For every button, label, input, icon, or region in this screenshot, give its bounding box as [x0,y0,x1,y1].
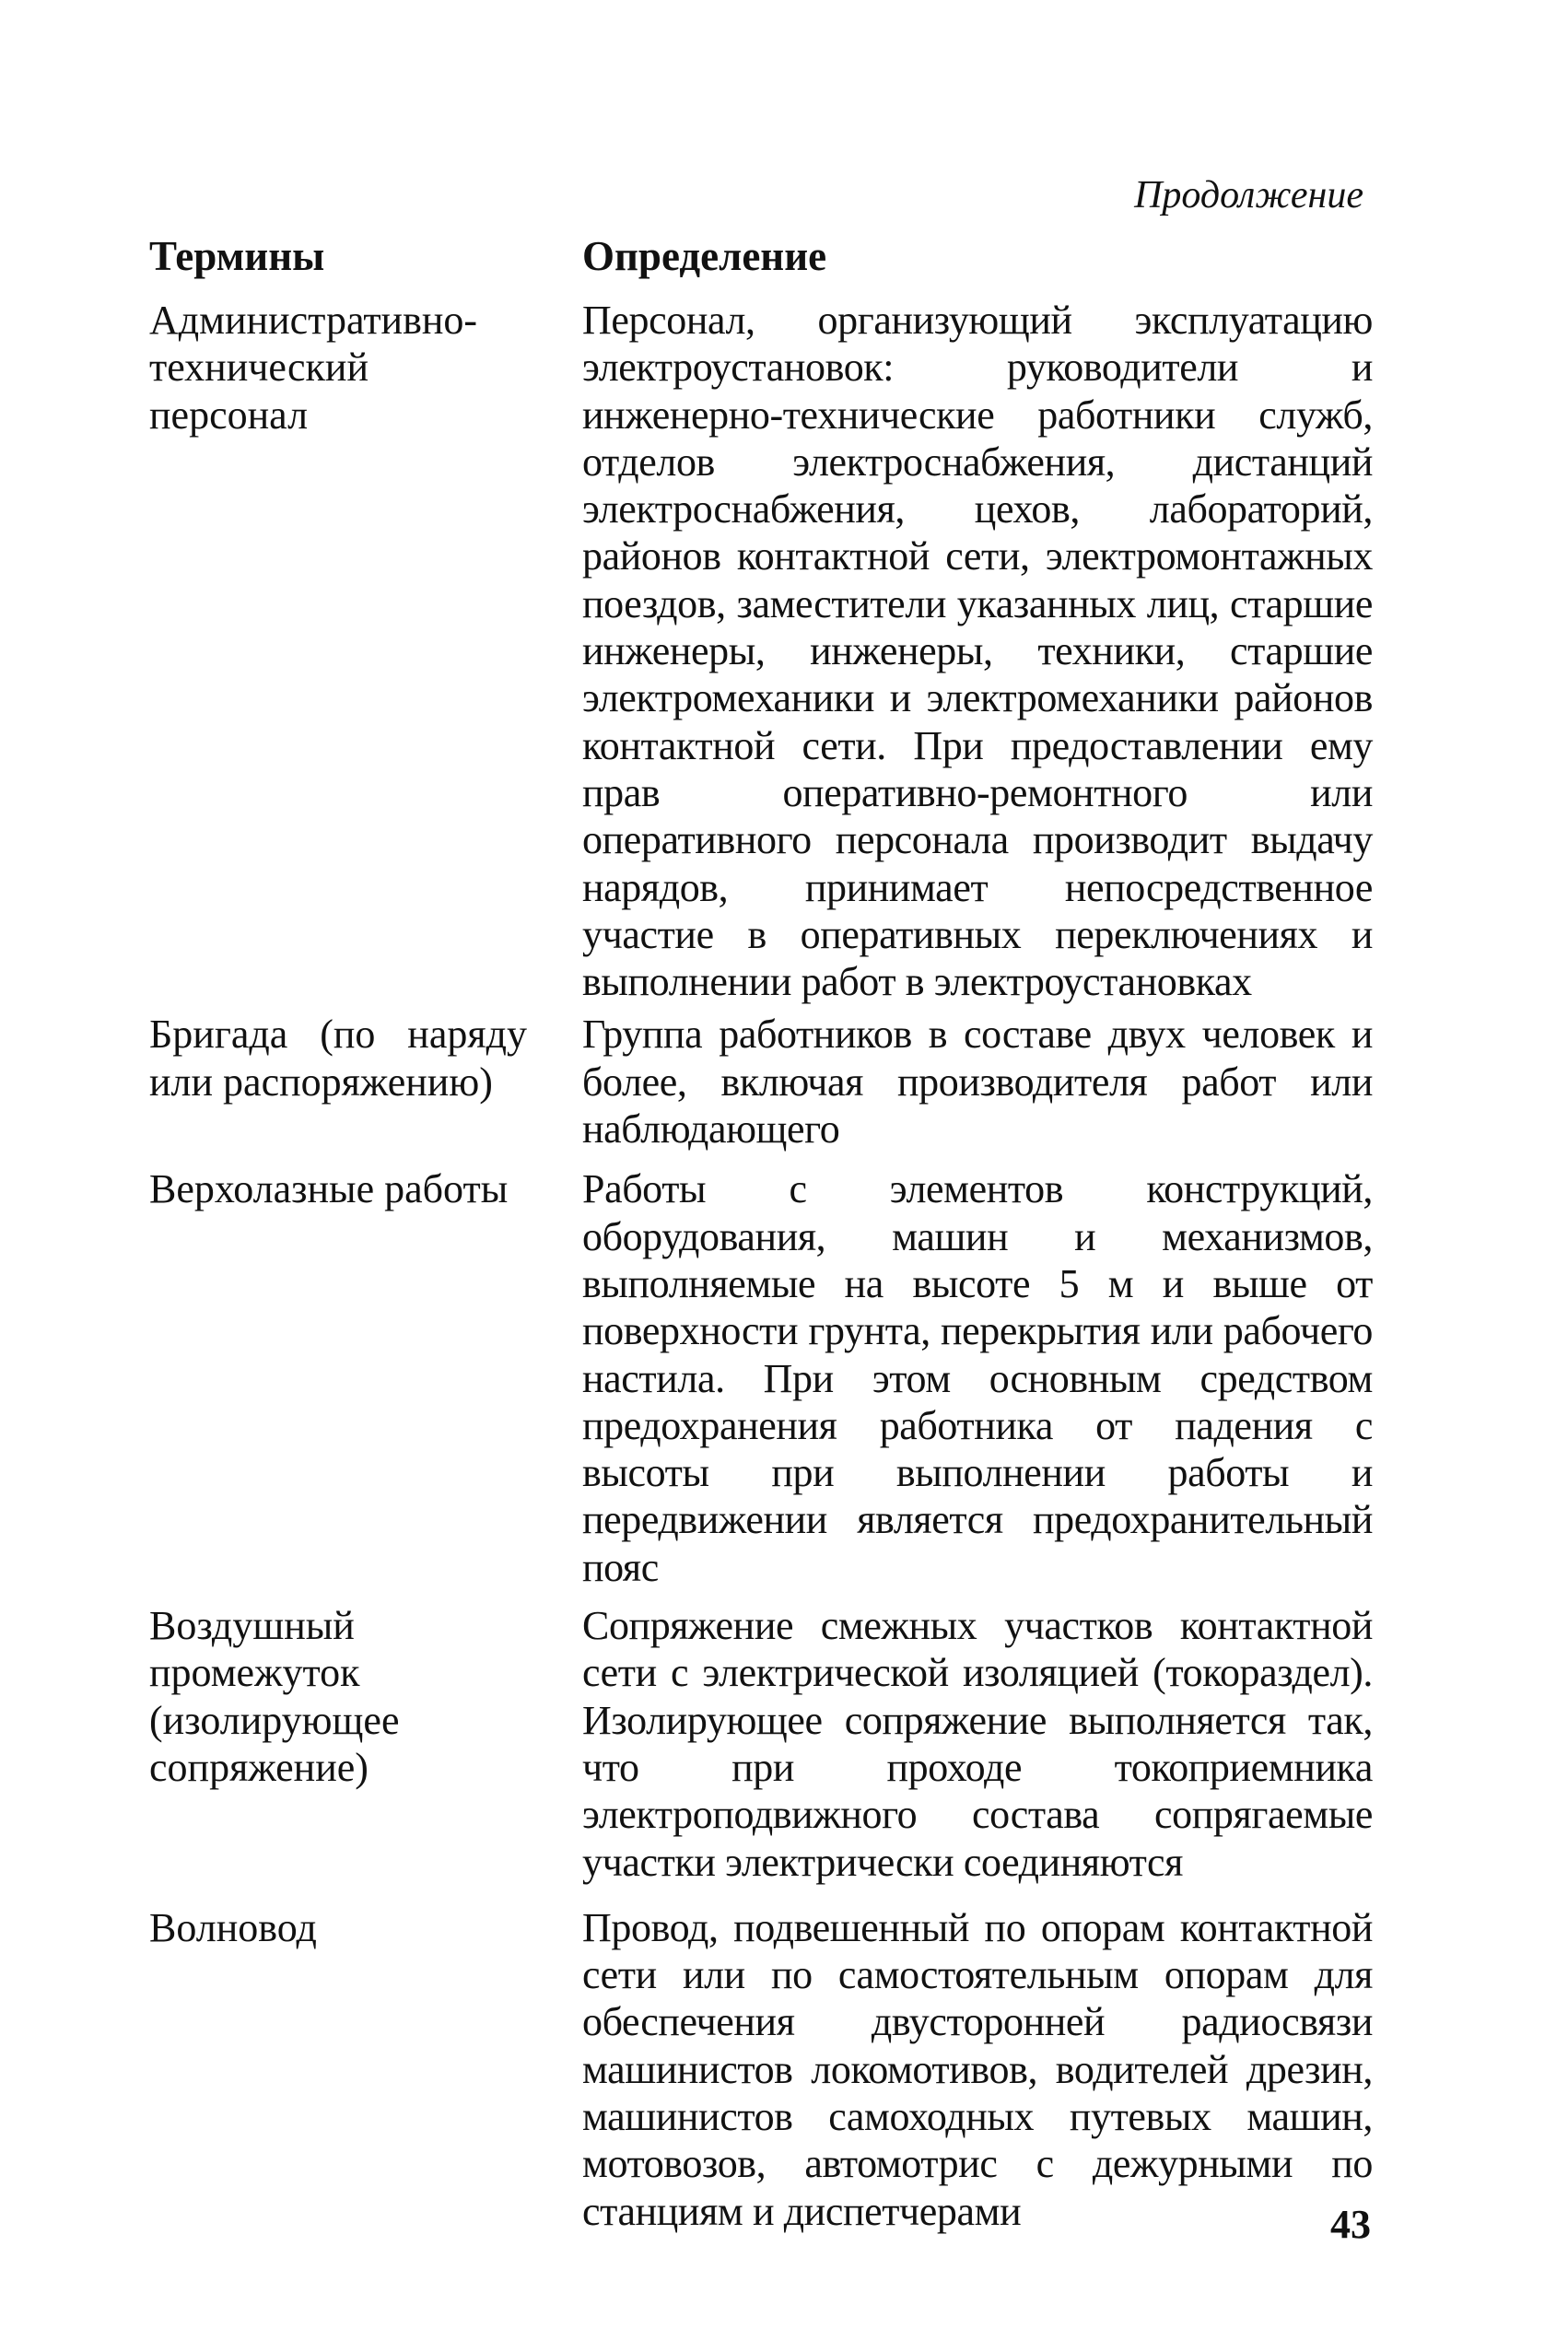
term-cell: Административно-технический персонал [149,298,478,438]
definition-cell: Провод, подвешенный по опорам контактной сети или по самостоятельным опорам для обеспечения двусторонней радиосвязи машинистов локомотивов, водителей дрезин, машинистов самоходных путевых машин, мотовозов, автомотрис с дежурными по станциям и диспетчерами [582,1904,1373,2234]
table-header [149,230,1373,286]
terms-table [149,297,1373,2235]
table-row [149,297,1373,1005]
table-row [149,1904,1373,2235]
definition-cell: Работы с элементов конструкций, оборудования, машин и механизмов, выполняемые на высоте 5 м и выше от поверхности грунта, перекрытия или рабочего настила. При этом основным средством предохранения работника от падения с высоты при выполнении работы и передвижении является предохранительный пояс [582,1166,1373,1590]
definition-cell: Персонал, организующий эксплуатацию электроустановок: руководители и инженерно-технические работники служб, отделов электроснабжения, дистанций электроснабжения, цехов, лабораторий, районов контактной сети, электромонтажных поездов, заместители указанных лиц, старшие инженеры, инженеры, техники, старшие электромеханики и электромеханики районов контактной сети. При предоставлении ему прав оперативно-ремонтного или оперативного персонала производит выдачу нарядов, принимает непосредственное участие в оперативных переключениях и выполнении работ в электроустановках [582,298,1373,1005]
continuation-label: Продолжение [1134,174,1363,216]
page-number: 43 [1330,2202,1371,2247]
table-row [149,1011,1373,1152]
definition-cell: Группа работников в составе двух человек и более, включая производителя работ или наблюдающего [582,1012,1373,1152]
term-cell: Бригада (по наряду или распоряжению) [149,1012,527,1105]
table-row [149,1165,1373,1591]
definition-cell: Сопряжение смежных участков контактной сети с электрической изоляцией (токораздел). Изолирующее сопряжение выполняется так, что при проходе токоприемника электроподвижного состава сопрягаемые участки электрически соединяются [582,1603,1373,1885]
term-cell: Волновод [149,1904,317,1950]
term-cell: Верхолазные работы [149,1166,509,1212]
column-header-terms: Термины [149,233,325,279]
column-header-definition: Определение [582,233,827,279]
term-cell: Воздушный промежуток (изолирующее сопряжение) [149,1603,400,1790]
table-row [149,1602,1373,1886]
